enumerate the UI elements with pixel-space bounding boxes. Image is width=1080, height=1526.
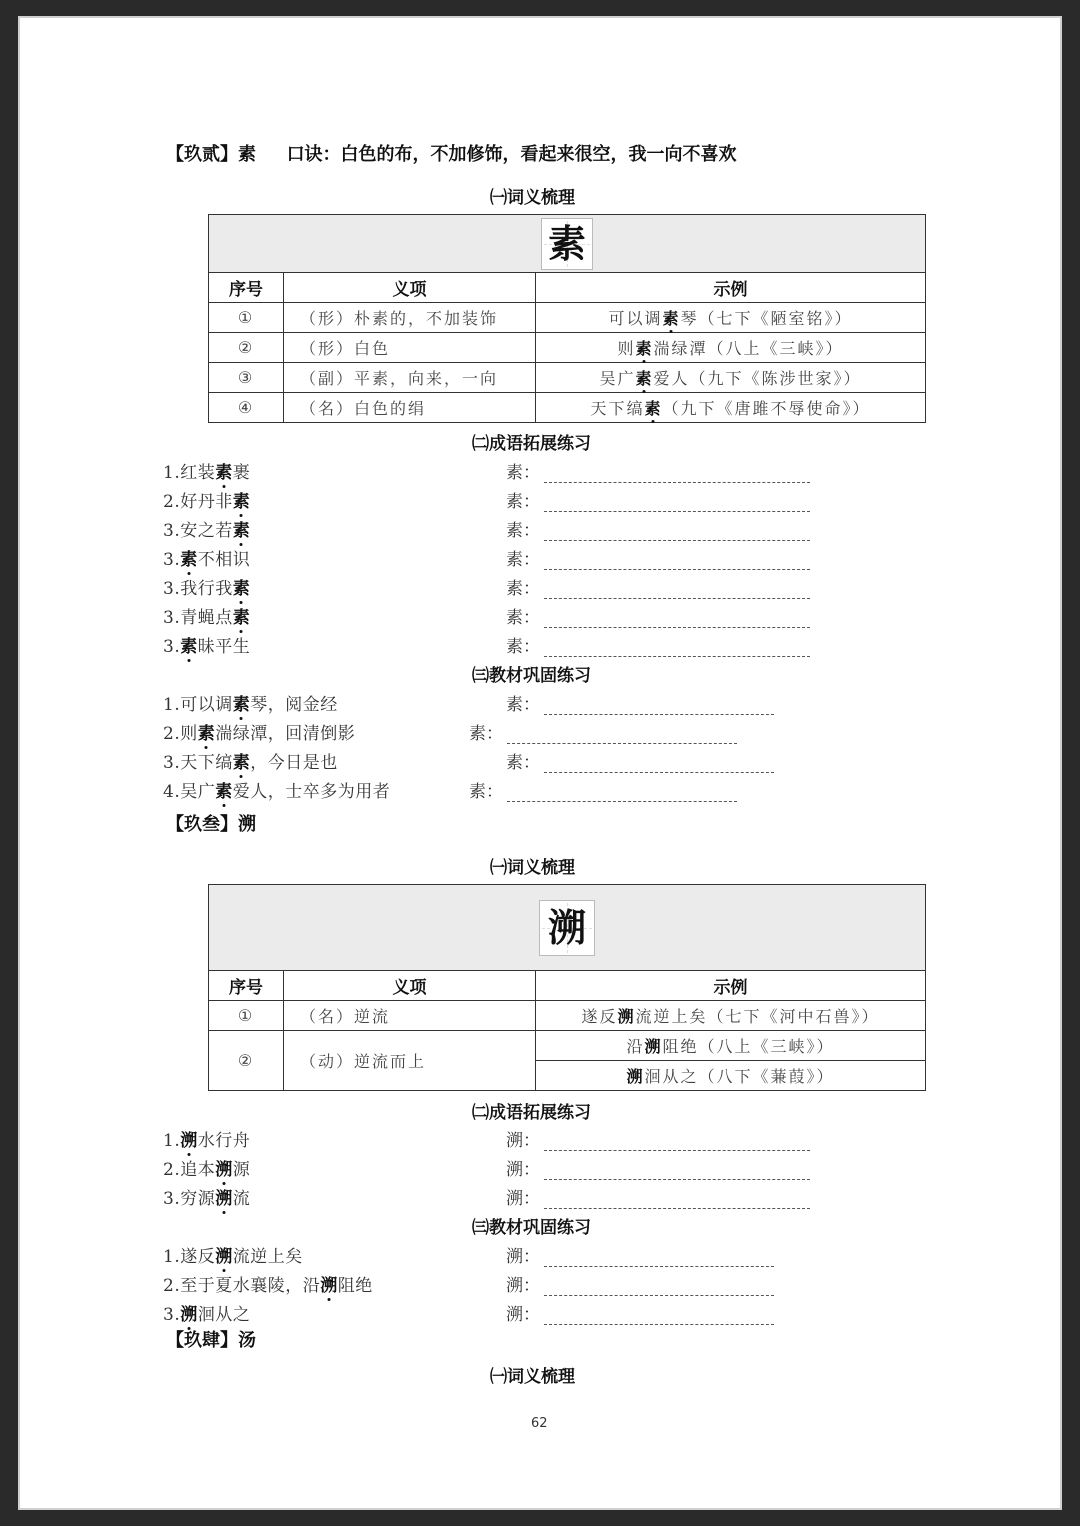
answer-blank[interactable]: 素： xyxy=(506,690,774,715)
list-item: 2.则素湍绿潭，回清倒影 xyxy=(163,724,356,744)
answer-blank[interactable]: 溯： xyxy=(506,1126,810,1151)
table-row: ③ （副）平素，向来，一向 吴广素爱人（九下《陈涉世家》） xyxy=(209,363,926,393)
answer-blank[interactable]: 素： xyxy=(506,748,774,773)
header-meaning: 义项 xyxy=(284,971,536,1001)
section-title-tang: 【玖肆】汤 xyxy=(166,1330,256,1351)
table-row: ④ （名）白色的绢 天下缟素（九下《唐雎不辱使命》） xyxy=(209,393,926,423)
document-page xyxy=(18,16,1062,1510)
subheading-idioms: ㈡成语拓展练习 xyxy=(472,434,591,454)
answer-blank[interactable]: 溯： xyxy=(506,1271,774,1296)
section-title-text: 【玖贰】素 xyxy=(166,144,256,165)
list-item: 3.素不相识 xyxy=(163,550,251,570)
list-item: 1.溯水行舟 xyxy=(163,1131,251,1151)
list-item: 3.青蝇点素 xyxy=(163,608,251,628)
table-row: ① （形）朴素的，不加装饰 可以调素琴（七下《陋室铭》） xyxy=(209,303,926,333)
char-box: 素 xyxy=(541,218,593,270)
list-item: 3.天下缟素，今日是也 xyxy=(163,753,338,773)
list-item: 2.追本溯源 xyxy=(163,1160,251,1180)
table-row: ② （形）白色 则素湍绿潭（八上《三峡》） xyxy=(209,333,926,363)
answer-blank[interactable]: 素： xyxy=(506,603,810,628)
header-no: 序号 xyxy=(209,273,284,303)
list-item: 2.至于夏水襄陵，沿溯阻绝 xyxy=(163,1276,373,1296)
table-row: ② （动）逆流而上 沿溯阻绝（八上《三峡》） xyxy=(209,1031,926,1061)
list-item: 3.安之若素 xyxy=(163,521,251,541)
answer-blank[interactable]: 溯： xyxy=(506,1184,810,1209)
char-box: 溯 xyxy=(539,900,595,956)
subheading-meaning: ㈠词义梳理 xyxy=(490,1367,575,1387)
list-item: 1.红装素裹 xyxy=(163,463,251,483)
meaning-table-su xyxy=(208,214,926,423)
answer-blank[interactable]: 素： xyxy=(469,777,737,802)
answer-blank[interactable]: 素： xyxy=(506,487,810,512)
char-cell xyxy=(209,885,926,971)
list-item: 3.素昧平生 xyxy=(163,637,251,657)
section-title-su xyxy=(166,140,737,166)
answer-blank[interactable]: 素： xyxy=(506,516,810,541)
subheading-meaning: ㈠词义梳理 xyxy=(490,188,575,208)
answer-blank[interactable]: 素： xyxy=(506,632,810,657)
meaning-table-su2 xyxy=(208,884,926,1091)
char-cell xyxy=(209,215,926,273)
list-item: 4.吴广素爱人，士卒多为用者 xyxy=(163,782,391,802)
table-row: 溯洄从之（八下《蒹葭》） xyxy=(209,1061,926,1091)
list-item: 3.穷源溯流 xyxy=(163,1189,251,1209)
answer-blank[interactable]: 素： xyxy=(506,574,810,599)
subheading-idioms: ㈡成语拓展练习 xyxy=(472,1103,591,1123)
answer-blank[interactable]: 溯： xyxy=(506,1155,810,1180)
header-no: 序号 xyxy=(209,971,284,1001)
list-item: 2.好丹非素 xyxy=(163,492,251,512)
header-meaning: 义项 xyxy=(284,273,536,303)
answer-blank[interactable]: 溯： xyxy=(506,1300,774,1325)
list-item: 1.可以调素琴，阅金经 xyxy=(163,695,338,715)
page-number: 62 xyxy=(531,1416,548,1431)
subheading-texts: ㈢教材巩固练习 xyxy=(472,1218,591,1238)
table-row: ① （名）逆流 遂反溯流逆上矣（七下《河中石兽》） xyxy=(209,1001,926,1031)
subheading-texts: ㈢教材巩固练习 xyxy=(472,666,591,686)
answer-blank[interactable]: 素： xyxy=(506,458,810,483)
answer-blank[interactable]: 素： xyxy=(506,545,810,570)
mnemonic: 口诀：白色的布，不加修饰，看起来很空，我一向不喜欢 xyxy=(286,144,737,165)
header-example: 示例 xyxy=(536,273,926,303)
section-title-su2: 【玖叁】溯 xyxy=(166,814,256,835)
answer-blank[interactable]: 溯： xyxy=(506,1242,774,1267)
list-item: 3.我行我素 xyxy=(163,579,251,599)
list-item: 1.遂反溯流逆上矣 xyxy=(163,1247,303,1267)
answer-blank[interactable]: 素： xyxy=(469,719,737,744)
header-example: 示例 xyxy=(536,971,926,1001)
list-item: 3.溯洄从之 xyxy=(163,1305,251,1325)
subheading-meaning: ㈠词义梳理 xyxy=(490,858,575,878)
